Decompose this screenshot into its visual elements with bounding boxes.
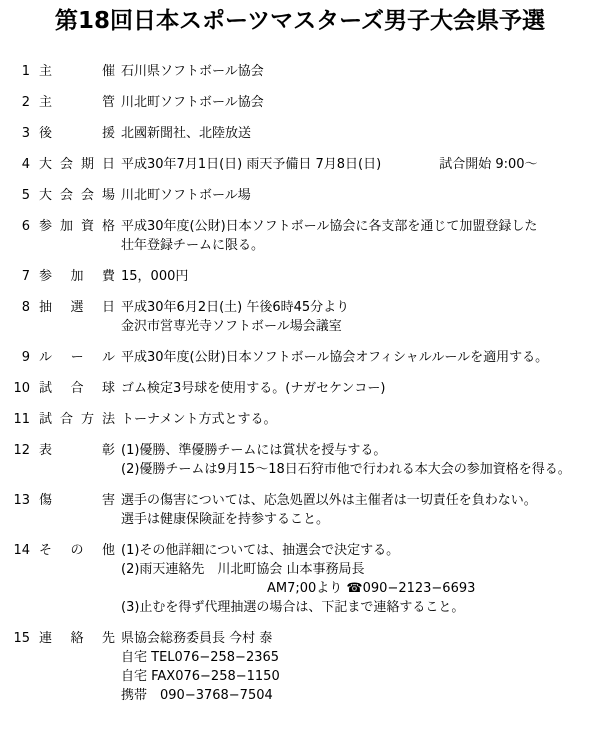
item-row xyxy=(0,267,600,286)
item-body xyxy=(121,379,600,398)
item-body-line: (1)その他詳細については、抽選会で決定する。 xyxy=(121,543,400,558)
item-body-line: 15，000円 xyxy=(121,269,189,284)
item-label: 傷害 xyxy=(39,493,115,508)
item-body-line: (3)止むを得ず代理抽選の場合は、下記まで連絡すること。 xyxy=(121,600,465,615)
item-row xyxy=(0,491,600,529)
item-number: 5 xyxy=(21,188,30,203)
match-start-time: 試合開始 9:00〜 xyxy=(439,157,538,172)
item-body-text: 平成30年7月1日(日) 雨天予備日 7月8日(日) xyxy=(121,157,382,172)
item-label: 試合方法 xyxy=(39,412,115,427)
item-body-line: ゴム検定3号球を使用する。(ナガセケンコー) xyxy=(121,381,386,396)
item-body xyxy=(121,217,600,255)
item-row xyxy=(0,186,600,205)
item-body xyxy=(121,186,600,205)
item-row xyxy=(0,441,600,479)
item-label: 試合球 xyxy=(39,381,115,396)
item-body-line: AM7;00より ☎090−2123−6693 xyxy=(267,581,476,596)
item-number: 2 xyxy=(21,95,30,110)
item-label: 大会会場 xyxy=(39,188,115,203)
item-label: 参加費 xyxy=(39,269,115,284)
item-label: 表彰 xyxy=(39,443,115,458)
item-number: 11 xyxy=(13,412,30,427)
item-body-line: 壮年登録チームに限る。 xyxy=(121,238,265,253)
item-body-line: (2)雨天連絡先 川北町協会 山本事務局長 xyxy=(121,562,365,577)
item-label: 主管 xyxy=(39,95,115,110)
item-body-line: 自宅 TEL076−258−2365 xyxy=(121,650,280,665)
item-body-line: 平成30年6月2日(土) 午後6時45分より xyxy=(121,300,350,315)
item-number: 3 xyxy=(21,126,30,141)
item-body xyxy=(121,348,600,367)
item-label: 後援 xyxy=(39,126,115,141)
item-body xyxy=(121,298,600,336)
item-number: 1 xyxy=(21,64,30,79)
item-number: 7 xyxy=(21,269,30,284)
item-body-line: 川北町ソフトボール協会 xyxy=(121,95,264,110)
item-row xyxy=(0,298,600,336)
item-number: 13 xyxy=(13,493,30,508)
item-label: 大会期日 xyxy=(39,157,115,172)
item-number: 12 xyxy=(13,443,30,458)
item-body xyxy=(121,629,600,705)
item-label: ルール xyxy=(39,350,115,365)
item-body xyxy=(121,441,600,479)
item-number: 15 xyxy=(13,631,30,646)
item-row xyxy=(0,541,600,617)
item-body-line: 携帯 090−3768−7504 xyxy=(121,688,273,703)
item-body-line: 北國新聞社、北陸放送 xyxy=(121,126,252,141)
item-body-line: 自宅 FAX076−258−1150 xyxy=(121,669,280,684)
item-body xyxy=(121,93,600,112)
item-body-line: 金沢市営専光寺ソフトボール場会議室 xyxy=(121,319,342,334)
item-number: 6 xyxy=(21,219,30,234)
item-body xyxy=(121,410,600,429)
item-label: その他 xyxy=(39,543,115,558)
item-body-line: 平成30年度(公財)日本ソフトボール協会オフィシャルルールを適用する。 xyxy=(121,350,549,365)
item-number: 9 xyxy=(21,350,30,365)
item-number: 14 xyxy=(13,543,30,558)
item-row xyxy=(0,629,600,705)
item-row xyxy=(0,93,600,112)
item-body-line: 選手は健康保険証を持参すること。 xyxy=(121,512,330,527)
item-body xyxy=(121,491,600,529)
item-body-line xyxy=(121,155,600,174)
item-body-line: (2)優勝チームは9月15〜18日石狩市他で行われる本大会の参加資格を得る。 xyxy=(121,462,571,477)
item-body xyxy=(121,62,600,81)
item-body-line: 川北町ソフトボール場 xyxy=(121,188,251,203)
item-body-line: 平成30年度(公財)日本ソフトボール協会に各支部を通じて加盟登録した xyxy=(121,219,538,234)
item-body xyxy=(121,267,600,286)
item-label: 主催 xyxy=(39,64,115,79)
item-row xyxy=(0,410,600,429)
item-row xyxy=(0,217,600,255)
item-body-line: トーナメント方式とする。 xyxy=(121,412,277,427)
item-row xyxy=(0,348,600,367)
item-list xyxy=(0,62,600,717)
item-body-line: 石川県ソフトボール協会 xyxy=(121,64,264,79)
item-row xyxy=(0,155,600,174)
item-number: 4 xyxy=(21,157,30,172)
item-row xyxy=(0,379,600,398)
item-label: 参加資格 xyxy=(39,219,115,234)
item-body xyxy=(121,541,600,617)
item-row xyxy=(0,124,600,143)
item-body-line: 県協会総務委員長 今村 泰 xyxy=(121,631,273,646)
item-number: 10 xyxy=(13,381,30,396)
item-body xyxy=(121,155,600,174)
item-body-line: 選手の傷害については、応急処置以外は主催者は一切責任を負わない。 xyxy=(121,493,537,508)
item-label: 抽選日 xyxy=(39,300,115,315)
page-title: 第18回日本スポーツマスターズ男子大会県予選 xyxy=(55,8,545,34)
item-label: 連絡先 xyxy=(39,631,115,646)
item-row xyxy=(0,62,600,81)
item-body-line: (1)優勝、準優勝チームには賞状を授与する。 xyxy=(121,443,387,458)
item-number: 8 xyxy=(21,300,30,315)
item-body xyxy=(121,124,600,143)
